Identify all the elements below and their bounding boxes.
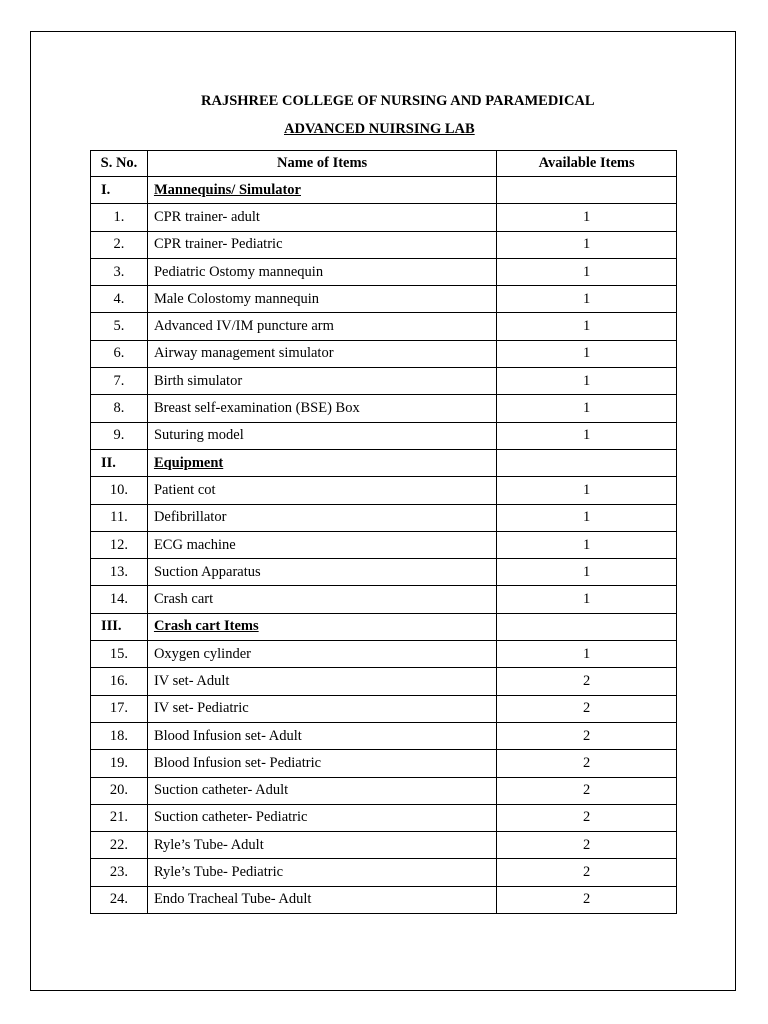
row-available-qty: 1 bbox=[497, 531, 677, 558]
table-row bbox=[91, 204, 677, 231]
row-available-qty: 1 bbox=[497, 395, 677, 422]
table-row bbox=[91, 886, 677, 913]
section-number: III. bbox=[91, 613, 148, 640]
row-sno: 2. bbox=[91, 231, 148, 258]
row-sno: 5. bbox=[91, 313, 148, 340]
row-item-name: Defibrillator bbox=[147, 504, 496, 531]
row-sno: 4. bbox=[91, 286, 148, 313]
section-title: Crash cart Items bbox=[147, 613, 496, 640]
table-row bbox=[91, 313, 677, 340]
row-available-qty: 1 bbox=[497, 641, 677, 668]
row-available-qty: 2 bbox=[497, 886, 677, 913]
table-row bbox=[91, 368, 677, 395]
row-available-qty: 1 bbox=[497, 422, 677, 449]
header-available: Available Items bbox=[497, 151, 677, 177]
row-item-name: IV set- Pediatric bbox=[147, 695, 496, 722]
row-available-qty: 1 bbox=[497, 258, 677, 285]
row-available-qty: 1 bbox=[497, 559, 677, 586]
row-sno: 6. bbox=[91, 340, 148, 367]
row-sno: 15. bbox=[91, 641, 148, 668]
row-item-name: Breast self-examination (BSE) Box bbox=[147, 395, 496, 422]
row-sno: 3. bbox=[91, 258, 148, 285]
row-item-name: IV set- Adult bbox=[147, 668, 496, 695]
row-available-qty: 1 bbox=[497, 340, 677, 367]
table-row bbox=[91, 531, 677, 558]
row-available-qty: 2 bbox=[497, 859, 677, 886]
row-item-name: Suturing model bbox=[147, 422, 496, 449]
row-available-qty: 2 bbox=[497, 722, 677, 749]
table-row bbox=[91, 804, 677, 831]
section-empty-cell bbox=[497, 177, 677, 204]
table-row bbox=[91, 750, 677, 777]
table-row bbox=[91, 258, 677, 285]
row-sno: 17. bbox=[91, 695, 148, 722]
document-title: RAJSHREE COLLEGE OF NURSING AND PARAMEDICAL bbox=[201, 93, 595, 109]
row-item-name: Endo Tracheal Tube- Adult bbox=[147, 886, 496, 913]
section-title: Mannequins/ Simulator bbox=[147, 177, 496, 204]
row-available-qty: 1 bbox=[497, 286, 677, 313]
row-sno: 1. bbox=[91, 204, 148, 231]
table-row bbox=[91, 231, 677, 258]
row-sno: 7. bbox=[91, 368, 148, 395]
table-row bbox=[91, 722, 677, 749]
row-sno: 14. bbox=[91, 586, 148, 613]
row-sno: 11. bbox=[91, 504, 148, 531]
row-item-name: Advanced IV/IM puncture arm bbox=[147, 313, 496, 340]
row-available-qty: 2 bbox=[497, 668, 677, 695]
row-available-qty: 1 bbox=[497, 204, 677, 231]
row-item-name: Airway management simulator bbox=[147, 340, 496, 367]
row-sno: 12. bbox=[91, 531, 148, 558]
section-title: Equipment bbox=[147, 449, 496, 476]
row-item-name: CPR trainer- Pediatric bbox=[147, 231, 496, 258]
inventory-table bbox=[90, 150, 677, 914]
row-item-name: ECG machine bbox=[147, 531, 496, 558]
section-row bbox=[91, 613, 677, 640]
row-sno: 18. bbox=[91, 722, 148, 749]
row-available-qty: 1 bbox=[497, 586, 677, 613]
row-item-name: CPR trainer- adult bbox=[147, 204, 496, 231]
table-row bbox=[91, 340, 677, 367]
table-row bbox=[91, 832, 677, 859]
row-item-name: Suction catheter- Adult bbox=[147, 777, 496, 804]
row-item-name: Crash cart bbox=[147, 586, 496, 613]
table-row bbox=[91, 286, 677, 313]
row-sno: 19. bbox=[91, 750, 148, 777]
row-available-qty: 2 bbox=[497, 777, 677, 804]
row-available-qty: 1 bbox=[497, 477, 677, 504]
table-row bbox=[91, 477, 677, 504]
table-header-row bbox=[91, 151, 677, 177]
row-available-qty: 2 bbox=[497, 832, 677, 859]
row-item-name: Patient cot bbox=[147, 477, 496, 504]
row-available-qty: 2 bbox=[497, 804, 677, 831]
section-number: II. bbox=[91, 449, 148, 476]
table-row bbox=[91, 395, 677, 422]
table-row bbox=[91, 422, 677, 449]
row-sno: 21. bbox=[91, 804, 148, 831]
row-item-name: Oxygen cylinder bbox=[147, 641, 496, 668]
section-row bbox=[91, 177, 677, 204]
row-available-qty: 1 bbox=[497, 504, 677, 531]
row-item-name: Blood Infusion set- Pediatric bbox=[147, 750, 496, 777]
row-item-name: Suction catheter- Pediatric bbox=[147, 804, 496, 831]
row-sno: 20. bbox=[91, 777, 148, 804]
section-empty-cell bbox=[497, 449, 677, 476]
table-row bbox=[91, 777, 677, 804]
section-number: I. bbox=[91, 177, 148, 204]
row-item-name: Blood Infusion set- Adult bbox=[147, 722, 496, 749]
row-sno: 16. bbox=[91, 668, 148, 695]
row-available-qty: 1 bbox=[497, 231, 677, 258]
section-empty-cell bbox=[497, 613, 677, 640]
row-item-name: Suction Apparatus bbox=[147, 559, 496, 586]
row-sno: 24. bbox=[91, 886, 148, 913]
row-item-name: Birth simulator bbox=[147, 368, 496, 395]
table-row bbox=[91, 695, 677, 722]
row-item-name: Ryle’s Tube- Adult bbox=[147, 832, 496, 859]
table-row bbox=[91, 668, 677, 695]
document-subtitle: ADVANCED NUIRSING LAB bbox=[284, 121, 475, 137]
row-available-qty: 2 bbox=[497, 695, 677, 722]
row-item-name: Pediatric Ostomy mannequin bbox=[147, 258, 496, 285]
table-row bbox=[91, 859, 677, 886]
table-row bbox=[91, 504, 677, 531]
row-sno: 10. bbox=[91, 477, 148, 504]
table-body bbox=[91, 177, 677, 914]
table-row bbox=[91, 559, 677, 586]
row-available-qty: 1 bbox=[497, 313, 677, 340]
header-sno: S. No. bbox=[91, 151, 148, 177]
row-item-name: Male Colostomy mannequin bbox=[147, 286, 496, 313]
row-sno: 13. bbox=[91, 559, 148, 586]
header-name: Name of Items bbox=[147, 151, 496, 177]
row-sno: 23. bbox=[91, 859, 148, 886]
row-item-name: Ryle’s Tube- Pediatric bbox=[147, 859, 496, 886]
row-available-qty: 2 bbox=[497, 750, 677, 777]
row-available-qty: 1 bbox=[497, 368, 677, 395]
table-row bbox=[91, 641, 677, 668]
row-sno: 8. bbox=[91, 395, 148, 422]
section-row bbox=[91, 449, 677, 476]
table-row bbox=[91, 586, 677, 613]
row-sno: 22. bbox=[91, 832, 148, 859]
row-sno: 9. bbox=[91, 422, 148, 449]
